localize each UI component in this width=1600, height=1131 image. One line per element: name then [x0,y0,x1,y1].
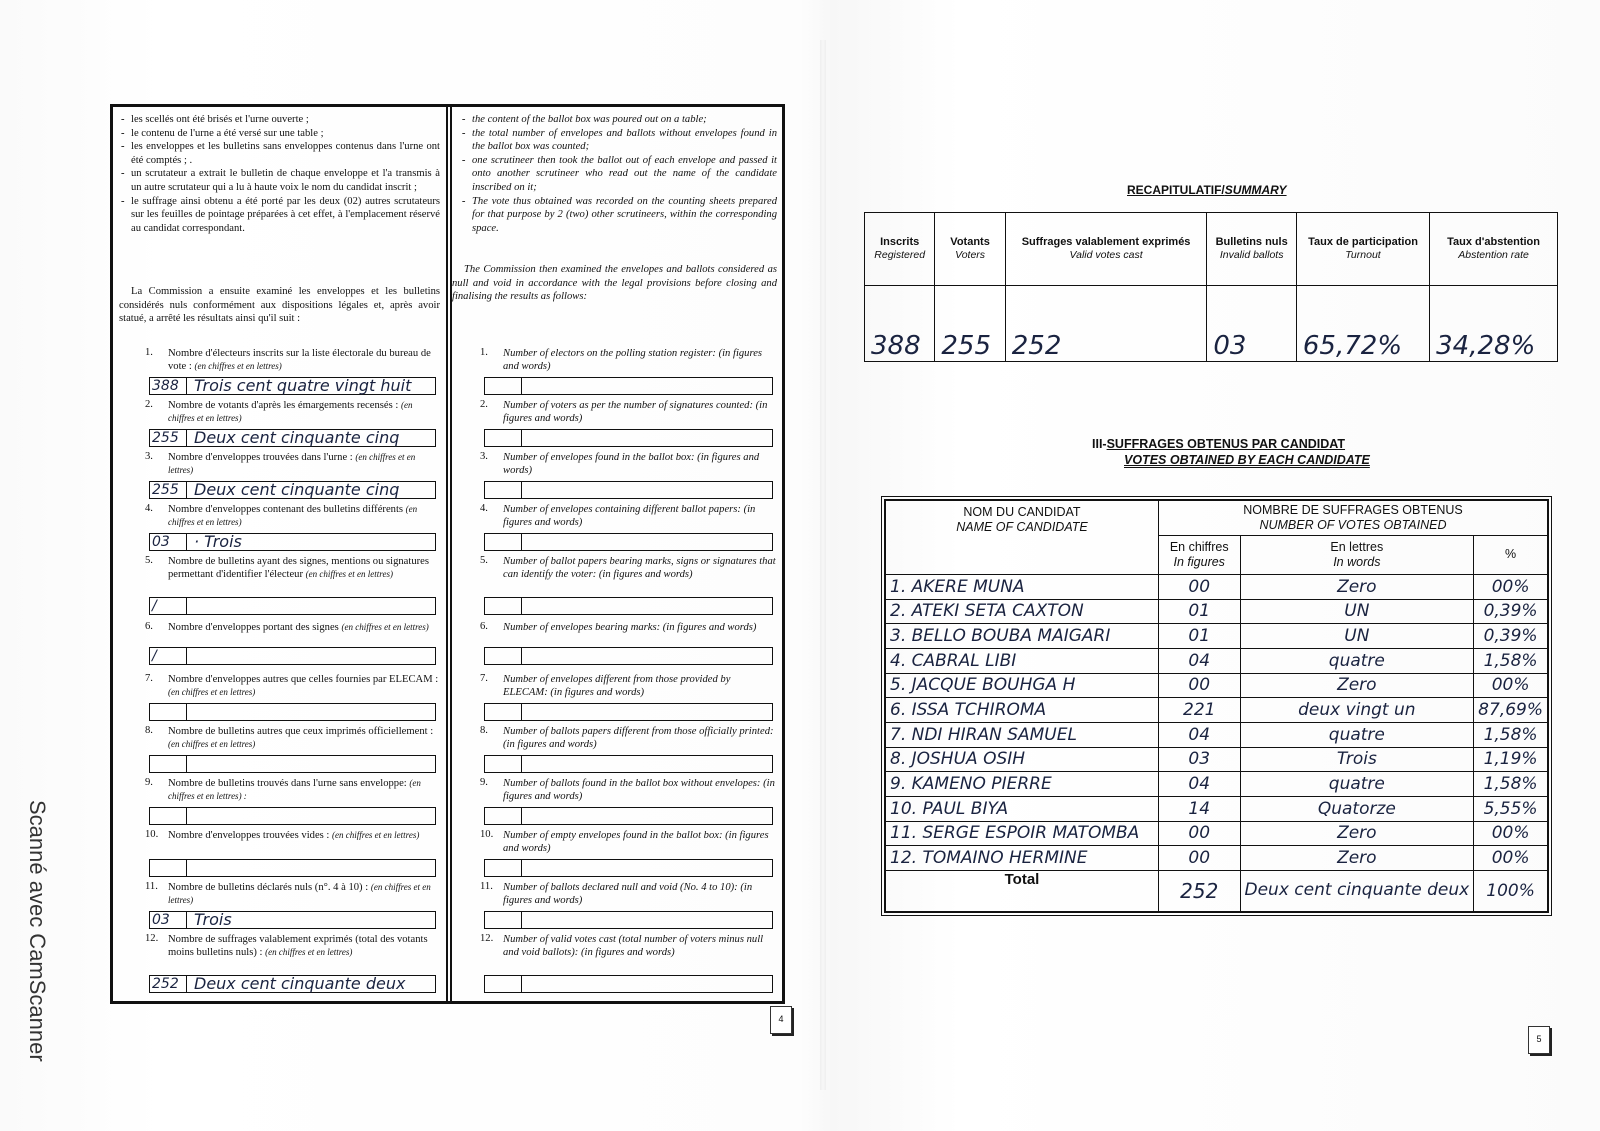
question-label: Nombre de bulletins ayant des signes, mentions ou signatures permettant d'identifier l'électeur [168,556,429,581]
answer-divider [186,860,187,876]
question-hint: (en chiffres et en lettres) [265,947,353,958]
question-text [168,933,440,960]
en-question-9 [458,777,777,804]
answer-box [484,807,773,825]
question-label: Nombre de bulletins déclarés nuls (n°. 4 à 10) : [168,882,369,893]
fr-question-11 [123,881,440,929]
answer-box [149,597,436,615]
question-number: 11. [480,881,493,892]
header-votes: NOMBRE DE SUFFRAGES OBTENUS NUMBER OF VOTES OBTAINED [1158,501,1547,536]
question-label: Number of envelopes found in the ballot box: (in figures and words) [503,452,760,477]
fr-question-6 [123,621,440,664]
fr-question-3 [123,451,440,499]
english-column [448,107,783,1001]
answer-figure: / [152,598,157,614]
total-label: Total [886,870,1159,911]
answer-divider [186,598,187,614]
summary-header-en: Turnout [1345,249,1381,261]
summary-value-5 [1296,286,1429,362]
summary-header-fr: Bulletins nuls [1215,236,1288,248]
candidate-row [886,599,1548,624]
candidate-row [886,673,1548,698]
question-label: Nombre d'enveloppes autres que celles fournies par ELECAM : [168,674,439,685]
question-text [503,881,777,908]
answer-words: Deux cent cinquante cinq [194,428,400,447]
candidate-name: 4. CABRAL LIBI [886,648,1159,673]
header-candidate-name: NOM DU CANDIDAT NAME OF CANDIDATE [886,501,1159,575]
answer-figure: 255 [152,482,179,498]
question-number: 6. [145,621,153,632]
question-hint: (en chiffres et en lettres) [168,452,416,476]
candidate-percent: 0,39% [1474,624,1548,649]
question-label: Number of ballots declared null and void (No. 4 to 10): (in figures and words) [503,882,753,907]
question-number: 3. [145,451,153,462]
summary-value-text: 252 [1011,331,1062,361]
candidate-percent: 5,55% [1474,796,1548,821]
en-question-1 [458,347,777,374]
header-percent: % [1474,535,1548,574]
answer-figure: 252 [152,976,179,992]
candidate-name: 2. ATEKI SETA CAXTON [886,599,1159,624]
english-paragraph: The Commission then examined the envelopes and ballots considered as null and void in accordance with the legal provisions before closing and finalising the results as follows: [452,264,777,303]
answer-divider [186,378,187,394]
question-text [503,399,777,426]
question-number: 4. [145,503,153,514]
question-label: Nombre d'enveloppes trouvées vides : [168,830,330,841]
answer-box [484,911,773,929]
summary-value-6 [1430,286,1558,362]
candidate-figure: 00 [1158,821,1240,846]
answer-box [484,703,773,721]
candidate-name: 9. KAMENO PIERRE [886,772,1159,797]
answer-box [149,911,436,929]
answer-divider [521,704,522,720]
total-percent: 100% [1474,870,1548,911]
question-text [503,829,777,856]
question-number: 5. [145,555,153,566]
answer-box [484,429,773,447]
answer-divider [186,482,187,498]
summary-title: RECAPITULATIF/SUMMARY [1127,183,1287,197]
answer-box [149,703,436,721]
question-label: Number of ballots found in the ballot box without envelopes: (in figures and words) [503,778,775,803]
answer-box [149,377,436,395]
question-text [168,725,440,752]
candidates-table [885,500,1548,912]
question-hint: (en chiffres et en lettres) [341,622,429,632]
answer-divider [521,430,522,446]
summary-header-3 [1005,213,1207,286]
answer-divider [521,756,522,772]
fr-intro-item: - les scellés ont été brisés et l'urne ouverte ; [119,113,440,127]
candidate-name: 12. TOMAINO HERMINE [886,846,1159,871]
question-text [168,621,440,634]
question-text [168,451,440,478]
question-label: Number of voters as per the number of signatures counted: (in figures and words) [503,400,768,425]
answer-words: Deux cent cinquante cinq [194,480,400,499]
candidate-name: 8. JOSHUA OSIH [886,747,1159,772]
answer-box [484,975,773,993]
candidate-words: deux vingt un [1240,698,1474,723]
answer-divider [521,860,522,876]
scanner-watermark: Scanné avec CamScanner [25,800,50,1062]
candidate-figure: 14 [1158,796,1240,821]
candidates-title-fr: III-SUFFRAGES OBTENUS PAR CANDIDAT [1092,437,1346,451]
question-hint: (en chiffres et en lettres) [305,569,393,580]
question-number: 9. [480,777,488,788]
en-question-4 [458,503,777,530]
answer-box [149,429,436,447]
answer-box [484,481,773,499]
question-number: 2. [480,399,488,410]
candidate-percent: 1,19% [1474,747,1548,772]
summary-value-1 [865,286,935,362]
candidate-name: 5. JACQUE BOUHGA H [886,673,1159,698]
question-number: 1. [480,347,488,358]
question-number: 8. [480,725,488,736]
candidate-row [886,698,1548,723]
summary-value-text: 388 [871,331,921,361]
summary-header-1 [865,213,935,286]
candidate-words: Quatorze [1240,796,1474,821]
summary-header-fr: Votants [950,236,990,248]
candidate-row [886,747,1548,772]
candidate-figure: 04 [1158,722,1240,747]
answer-figure: 03 [152,912,170,928]
fr-question-2 [123,399,440,447]
summary-header-en: Voters [955,249,986,261]
candidate-words: Trois [1240,747,1474,772]
candidate-row [886,821,1548,846]
candidate-percent: 87,69% [1474,698,1548,723]
answer-divider [186,912,187,928]
question-label: Number of empty envelopes found in the ballot box: (in figures and words) [503,830,769,855]
question-label: Number of envelopes bearing marks: (in figures and words) [503,622,757,633]
candidate-percent: 1,58% [1474,648,1548,673]
candidate-row [886,574,1548,599]
answer-divider [521,482,522,498]
answer-box [149,647,436,665]
summary-header-en: Invalid ballots [1219,249,1284,261]
en-question-12 [458,933,777,960]
question-label: Nombre de bulletins autres que ceux imprimés officiellement : [168,726,434,737]
question-label: Number of ballot papers bearing marks, signs or signatures that can identify the voter: (in figures and words) [503,556,776,581]
question-hint: (en chiffres et en lettres) [168,882,431,906]
answer-words: · Trois [194,532,242,551]
answer-divider [521,598,522,614]
summary-value-3 [1005,286,1207,362]
answer-words: Deux cent cinquante deux [194,974,406,993]
summary-value-4 [1207,286,1297,362]
answer-box [149,975,436,993]
en-question-8 [458,725,777,752]
answer-box [149,481,436,499]
summary-header-2 [935,213,1005,286]
summary-header-en: Registered [874,249,926,261]
french-paragraph: La Commission a ensuite examiné les enveloppes et les bulletins considérés nuls conformément aux dispositions légales et, après avoir statué, a arrêté les résultats ainsi qu'il suit : [119,286,440,325]
en-intro-item: - one scrutineer then took the ballot out of each envelope and passed it onto another scrutineer who read out the name of the candidate inscribed on it; [460,154,777,195]
answer-box [484,597,773,615]
fr-question-7 [123,673,440,700]
question-text [503,777,777,804]
answer-box [149,755,436,773]
question-number: 12. [480,933,494,944]
question-hint: (en chiffres et en lettres) [168,739,256,750]
question-label: Nombre d'enveloppes contenant des bulletins différents [168,504,404,515]
question-number: 2. [145,399,153,410]
summary-header-fr: Taux de participation [1308,236,1418,248]
question-number: 5. [480,555,488,566]
en-question-5 [458,555,777,582]
candidate-figure: 221 [1158,698,1240,723]
summary-header-5 [1296,213,1429,286]
answer-divider [521,534,522,550]
answer-box [484,647,773,665]
left-page-form [110,104,785,1004]
summary-value-text: 255 [941,331,992,361]
candidate-row [886,624,1548,649]
answer-box [149,533,436,551]
summary-header-4 [1207,213,1297,286]
page-number-left: 4 [770,1006,792,1034]
candidate-figure: 04 [1158,772,1240,797]
fr-question-5 [123,555,440,614]
candidate-name: 11. SERGE ESPOIR MATOMBA [886,821,1159,846]
question-text [168,503,440,530]
candidate-percent: 0,39% [1474,599,1548,624]
answer-box [484,533,773,551]
page-number-right: 5 [1528,1026,1550,1054]
en-intro-item: - the content of the ballot box was poured out on a table; [460,113,777,127]
candidate-words: UN [1240,624,1474,649]
candidate-figure: 01 [1158,599,1240,624]
answer-words: Trois cent quatre vingt huit [194,376,412,395]
summary-header-en: Valid votes cast [1069,249,1143,261]
candidate-row [886,772,1548,797]
question-hint: (en chiffres et en lettres) [332,830,420,840]
question-text [503,725,777,752]
fr-question-4 [123,503,440,551]
candidate-words: quatre [1240,648,1474,673]
question-text [168,555,440,582]
question-number: 8. [145,725,153,736]
answer-divider [521,378,522,394]
question-hint: (en chiffres et en lettres) [168,504,418,528]
en-question-7 [458,673,777,700]
candidate-percent: 1,58% [1474,772,1548,797]
candidate-figure: 01 [1158,624,1240,649]
fr-intro-item: - le contenu de l'urne a été versé sur une table ; [119,127,440,141]
candidate-percent: 00% [1474,574,1548,599]
candidate-row [886,722,1548,747]
answer-divider [186,648,187,664]
question-number: 6. [480,621,488,632]
question-number: 9. [145,777,153,788]
candidate-words: Zero [1240,574,1474,599]
answer-divider [186,976,187,992]
en-question-11 [458,881,777,908]
question-label: Number of valid votes cast (total number of voters minus null and void ballots): (in figures and words) [503,934,764,959]
question-number: 1. [145,347,153,358]
en-intro-item: - The vote thus obtained was recorded on the counting sheets prepared for that purpose by 2 (two) other scrutineers, within the corresponding space. [460,195,777,236]
fr-question-8 [123,725,440,752]
summary-header-6 [1430,213,1558,286]
question-label: Nombre de votants d'après les émargements recensés : [168,400,399,411]
question-number: 7. [145,673,153,684]
question-label: Number of envelopes different from those provided by ELECAM: (in figures and words) [503,674,731,699]
question-text [503,451,777,478]
en-question-2 [458,399,777,426]
answer-divider [186,704,187,720]
question-number: 10. [145,829,159,840]
summary-header-fr: Inscrits [880,236,920,248]
fr-intro-item: - un scrutateur a extrait le bulletin de chaque enveloppe et l'a transmis à un autre scrutateur qui a lu à haute voix le nom du candidat inscrit ; [119,167,440,194]
candidate-percent: 1,58% [1474,722,1548,747]
candidate-percent: 00% [1474,673,1548,698]
candidate-name: 1. AKERE MUNA [886,574,1159,599]
en-question-6 [458,621,777,634]
candidate-words: quatre [1240,722,1474,747]
answer-divider [521,976,522,992]
question-text [503,933,777,960]
question-text [168,881,440,908]
candidate-row [886,796,1548,821]
question-hint: (en chiffres et en lettres) [194,361,282,372]
question-label: Number of envelopes containing different ballot papers: (in figures and words) [503,504,756,529]
candidate-words: quatre [1240,772,1474,797]
candidate-figure: 00 [1158,574,1240,599]
question-text [168,399,440,426]
answer-figure: / [152,648,157,664]
total-words: Deux cent cinquante deux [1240,870,1474,911]
question-hint: (en chiffres et en lettres) [168,687,256,698]
french-column [113,107,448,1001]
candidate-name: 3. BELLO BOUBA MAIGARI [886,624,1159,649]
question-text [503,673,777,700]
candidate-figure: 00 [1158,673,1240,698]
answer-figure: 388 [152,378,179,394]
answer-box [484,377,773,395]
fr-question-12 [123,933,440,993]
total-figure: 252 [1158,870,1240,911]
candidate-figure: 03 [1158,747,1240,772]
candidate-name: 10. PAUL BIYA [886,796,1159,821]
candidate-row [886,648,1548,673]
answer-figure: 03 [152,534,170,550]
candidate-words: Zero [1240,673,1474,698]
summary-header-fr: Taux d'abstention [1447,236,1540,248]
question-label: Nombre d'électeurs inscrits sur la liste électorale du bureau de vote : [168,348,431,373]
question-text [503,621,777,634]
answer-words: Trois [194,910,232,929]
question-label: Nombre d'enveloppes portant des signes [168,622,339,633]
answer-divider [521,648,522,664]
candidate-percent: 00% [1474,821,1548,846]
question-label: Number of electors on the polling station register: (in figures and words) [503,348,763,373]
candidate-percent: 00% [1474,846,1548,871]
question-label: Number of ballots papers different from those officially printed: (in figures and words) [503,726,774,751]
page-gutter [820,40,826,1090]
question-text [503,347,777,374]
header-figures: En chiffres In figures [1158,535,1240,574]
candidate-words: Zero [1240,821,1474,846]
candidates-table-frame [881,496,1552,916]
question-number: 10. [480,829,494,840]
en-question-10 [458,829,777,856]
question-text [503,555,777,582]
question-number: 7. [480,673,488,684]
question-text [168,673,440,700]
candidate-figure: 00 [1158,846,1240,871]
fr-intro-item: - le suffrage ainsi obtenu a été porté par les deux (02) autres scrutateurs sur les feuilles de pointage préparées à cet effet, à l'emplacement réservé au candidat correspondant. [119,195,440,236]
candidate-figure: 04 [1158,648,1240,673]
answer-divider [186,430,187,446]
question-text [168,829,440,842]
total-row [886,870,1548,911]
question-number: 3. [480,451,488,462]
candidate-words: UN [1240,599,1474,624]
header-words: En lettres In words [1240,535,1474,574]
summary-header-en: Abstention rate [1458,249,1529,261]
question-label: Nombre de bulletins trouvés dans l'urne sans enveloppe: [168,778,407,789]
candidate-name: 6. ISSA TCHIROMA [886,698,1159,723]
answer-box [484,755,773,773]
answer-figure: 255 [152,430,179,446]
french-intro-list [119,113,440,235]
question-label: Nombre d'enveloppes trouvées dans l'urne : [168,452,353,463]
question-number: 11. [145,881,158,892]
question-hint: (en chiffres et en lettres) : [168,778,421,802]
answer-box [149,859,436,877]
question-text [168,347,440,374]
summary-value-text: 65,72% [1302,331,1403,361]
candidate-row [886,846,1548,871]
fr-question-9 [123,777,440,804]
fr-question-10 [123,829,440,842]
answer-box [484,859,773,877]
question-text [503,503,777,530]
question-hint: (en chiffres et en lettres) [168,400,413,424]
en-question-3 [458,451,777,478]
english-intro-list [460,113,777,235]
fr-question-1 [123,347,440,395]
answer-box [149,807,436,825]
candidate-name: 7. NDI HIRAN SAMUEL [886,722,1159,747]
answer-divider [186,808,187,824]
summary-value-text: 34,28% [1436,331,1536,361]
summary-header-fr: Suffrages valablement exprimés [1021,236,1191,248]
en-intro-item: - the total number of envelopes and ballots without envelopes found in the ballot box was counted; [460,127,777,154]
answer-divider [521,808,522,824]
question-text [168,777,440,804]
answer-divider [186,756,187,772]
fr-intro-item: - les enveloppes et les bulletins sans enveloppes contenus dans l'urne ont été comptés ; . [119,140,440,167]
question-label: Nombre de suffrages valablement exprimés (total des votants moins bulletins nuls) : [168,934,428,959]
answer-divider [521,912,522,928]
summary-table [864,212,1558,362]
question-number: 4. [480,503,488,514]
candidate-words: Zero [1240,846,1474,871]
question-number: 12. [145,933,159,944]
candidates-title-en: VOTES OBTAINED BY EACH CANDIDATE [1124,453,1370,467]
summary-value-text: 03 [1213,331,1247,361]
answer-divider [186,534,187,550]
summary-value-2 [935,286,1005,362]
